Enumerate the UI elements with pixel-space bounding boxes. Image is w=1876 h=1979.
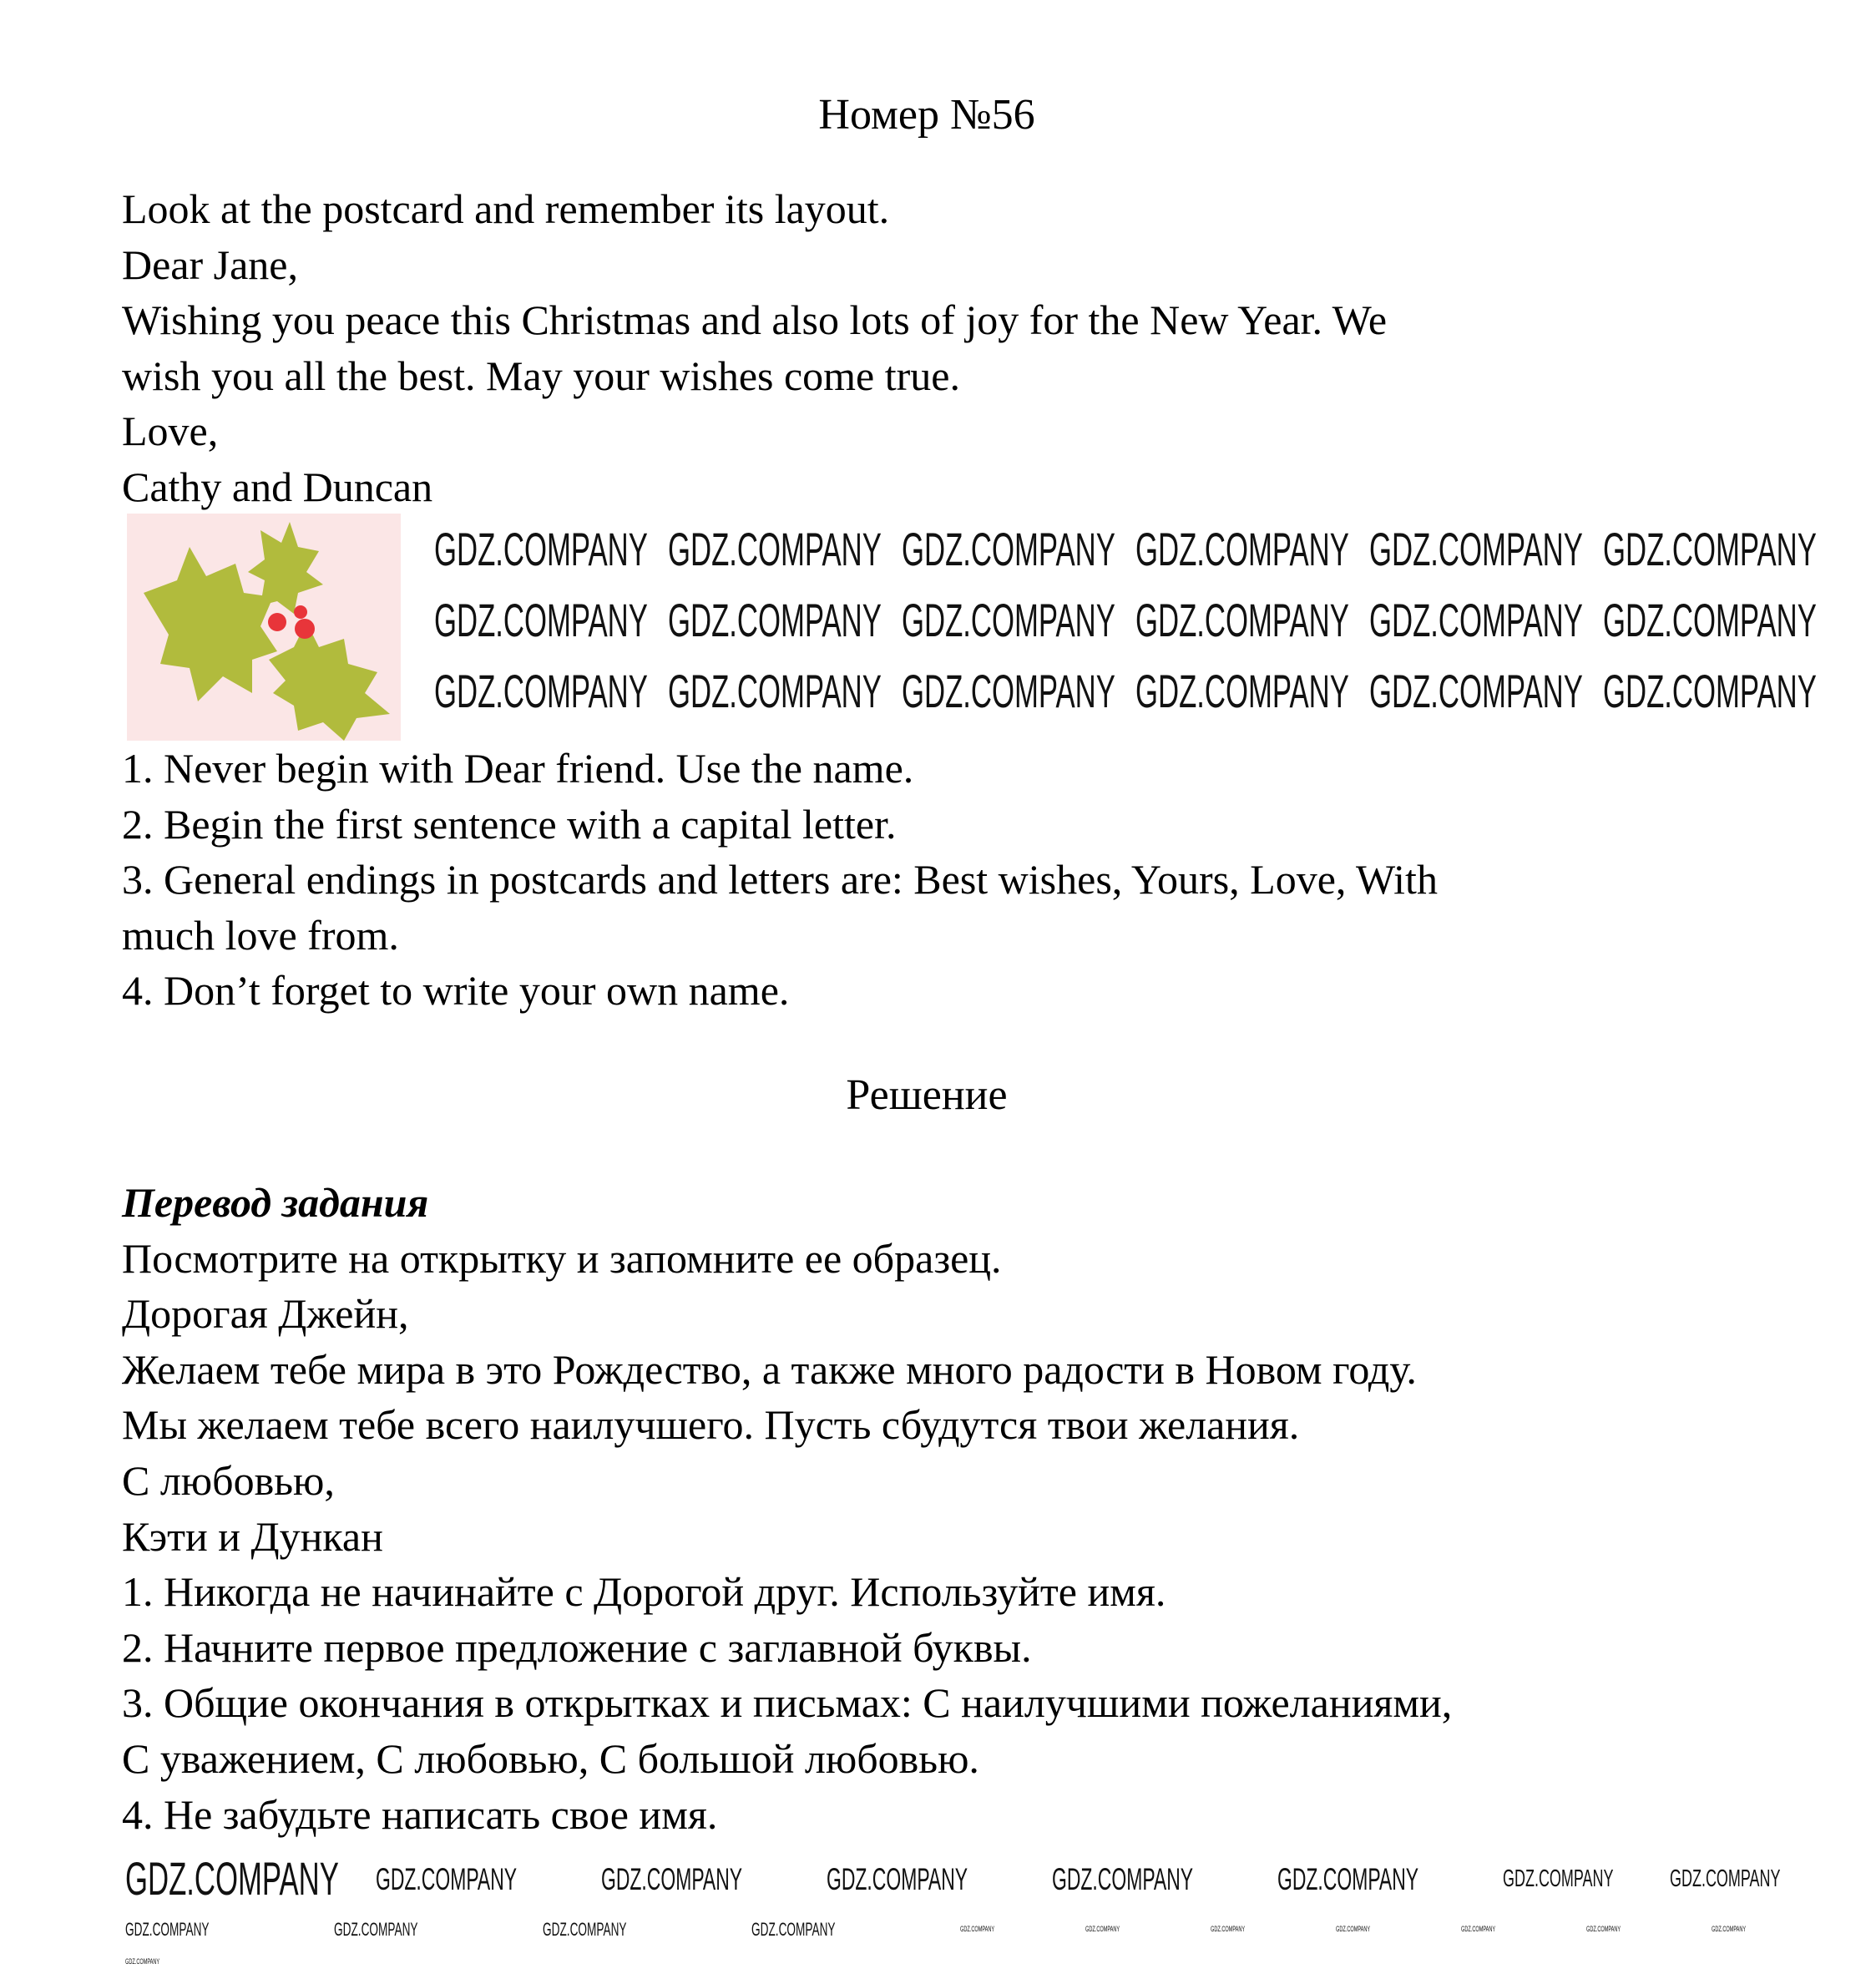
watermark: GDZ.COMPANY — [1670, 1865, 1781, 1892]
page-title: Номер №56 — [818, 91, 1035, 139]
rule-line: 4. Don’t forget to write your own name. — [122, 967, 790, 1015]
solution-line: 2. Начните первое предложение с заглавной буквы. — [122, 1623, 1032, 1671]
rule-line: much love from. — [122, 911, 399, 959]
watermark: GDZ.COMPANY — [125, 1852, 339, 1905]
watermark: GDZ.COMPANY — [1277, 1862, 1419, 1896]
watermark: GDZ.COMPANY — [434, 665, 648, 717]
watermark: GDZ.COMPANY — [1369, 665, 1583, 717]
watermark: GDZ.COMPANY — [902, 523, 1115, 575]
solution-line: 1. Никогда не начинайте с Дорогой друг. Используйте имя. — [122, 1568, 1166, 1616]
translation-heading: Перевод задания — [122, 1179, 429, 1226]
watermark: GDZ.COMPANY — [902, 594, 1115, 646]
watermark: GDZ.COMPANY — [1369, 523, 1583, 575]
watermark: GDZ.COMPANY — [1336, 1925, 1371, 1933]
watermark: GDZ.COMPANY — [827, 1862, 968, 1896]
watermark: GDZ.COMPANY — [751, 1919, 836, 1940]
solution-line: Посмотрите на открытку и запомните ее образец. — [122, 1234, 1002, 1282]
watermark: GDZ.COMPANY — [1586, 1925, 1621, 1933]
task-text — [122, 181, 1387, 515]
watermark: GDZ.COMPANY — [668, 665, 882, 717]
watermark: GDZ.COMPANY — [125, 1957, 160, 1966]
watermark: GDZ.COMPANY — [1603, 665, 1817, 717]
watermark: GDZ.COMPANY — [125, 1919, 210, 1940]
solution-line: 3. Общие окончания в открытках и письмах: С наилучшими пожеланиями, — [122, 1679, 1453, 1727]
solution-text — [122, 1175, 1452, 1842]
watermark: GDZ.COMPANY — [1712, 1925, 1747, 1933]
solution-line: Мы желаем тебе всего наилучшего. Пусть сбудутся твои желания. — [122, 1401, 1300, 1449]
task-line: Love, — [122, 407, 219, 455]
solution-line: С уважением, С любовью, С большой любовью. — [122, 1734, 979, 1782]
rule-line: 3. General endings in postcards and letters are: Best wishes, Yours, Love, With — [122, 856, 1438, 903]
solution-line: Желаем тебе мира в это Рождество, а также много радости в Новом году. — [122, 1345, 1417, 1393]
watermark: GDZ.COMPANY — [543, 1919, 627, 1940]
task-line: Wishing you peace this Christmas and also lots of joy for the New Year. We — [122, 296, 1388, 344]
watermark: GDZ.COMPANY — [960, 1925, 995, 1933]
task-line: wish you all the best. May your wishes come true. — [122, 352, 960, 399]
watermark: GDZ.COMPANY — [902, 665, 1115, 717]
watermark: GDZ.COMPANY — [334, 1919, 418, 1940]
watermark: GDZ.COMPANY — [1461, 1925, 1496, 1933]
holly-image — [127, 514, 401, 741]
watermark: GDZ.COMPANY — [1085, 1925, 1120, 1933]
solution-line: Кэти и Дункан — [122, 1512, 383, 1560]
solution-line: С любовью, — [122, 1456, 335, 1504]
watermark: GDZ.COMPANY — [1135, 665, 1349, 717]
watermark: GDZ.COMPANY — [668, 594, 882, 646]
rule-line: 1. Never begin with Dear friend. Use the name. — [122, 745, 914, 792]
watermark: GDZ.COMPANY — [1052, 1862, 1194, 1896]
watermark: GDZ.COMPANY — [1503, 1865, 1614, 1892]
solution-heading: Решение — [846, 1071, 1008, 1119]
watermark: GDZ.COMPANY — [1135, 594, 1349, 646]
task-line: Dear Jane, — [122, 240, 298, 288]
solution-line: Дорогая Джейн, — [122, 1290, 409, 1338]
watermark: GDZ.COMPANY — [1603, 594, 1817, 646]
solution-line: 4. Не забудьте написать свое имя. — [122, 1790, 718, 1838]
task-line: Look at the postcard and remember its layout. — [122, 185, 890, 232]
watermark: GDZ.COMPANY — [601, 1862, 743, 1896]
watermark: GDZ.COMPANY — [434, 594, 648, 646]
watermark: GDZ.COMPANY — [1135, 523, 1349, 575]
watermark: GDZ.COMPANY — [1369, 594, 1583, 646]
task-line: Cathy and Duncan — [122, 463, 433, 510]
watermark: GDZ.COMPANY — [434, 523, 648, 575]
watermark: GDZ.COMPANY — [668, 523, 882, 575]
watermark: GDZ.COMPANY — [1603, 523, 1817, 575]
rule-line: 2. Begin the first sentence with a capital letter. — [122, 800, 897, 848]
watermark: GDZ.COMPANY — [1211, 1925, 1246, 1933]
rules-text — [122, 741, 1438, 1019]
watermark: GDZ.COMPANY — [376, 1862, 518, 1896]
